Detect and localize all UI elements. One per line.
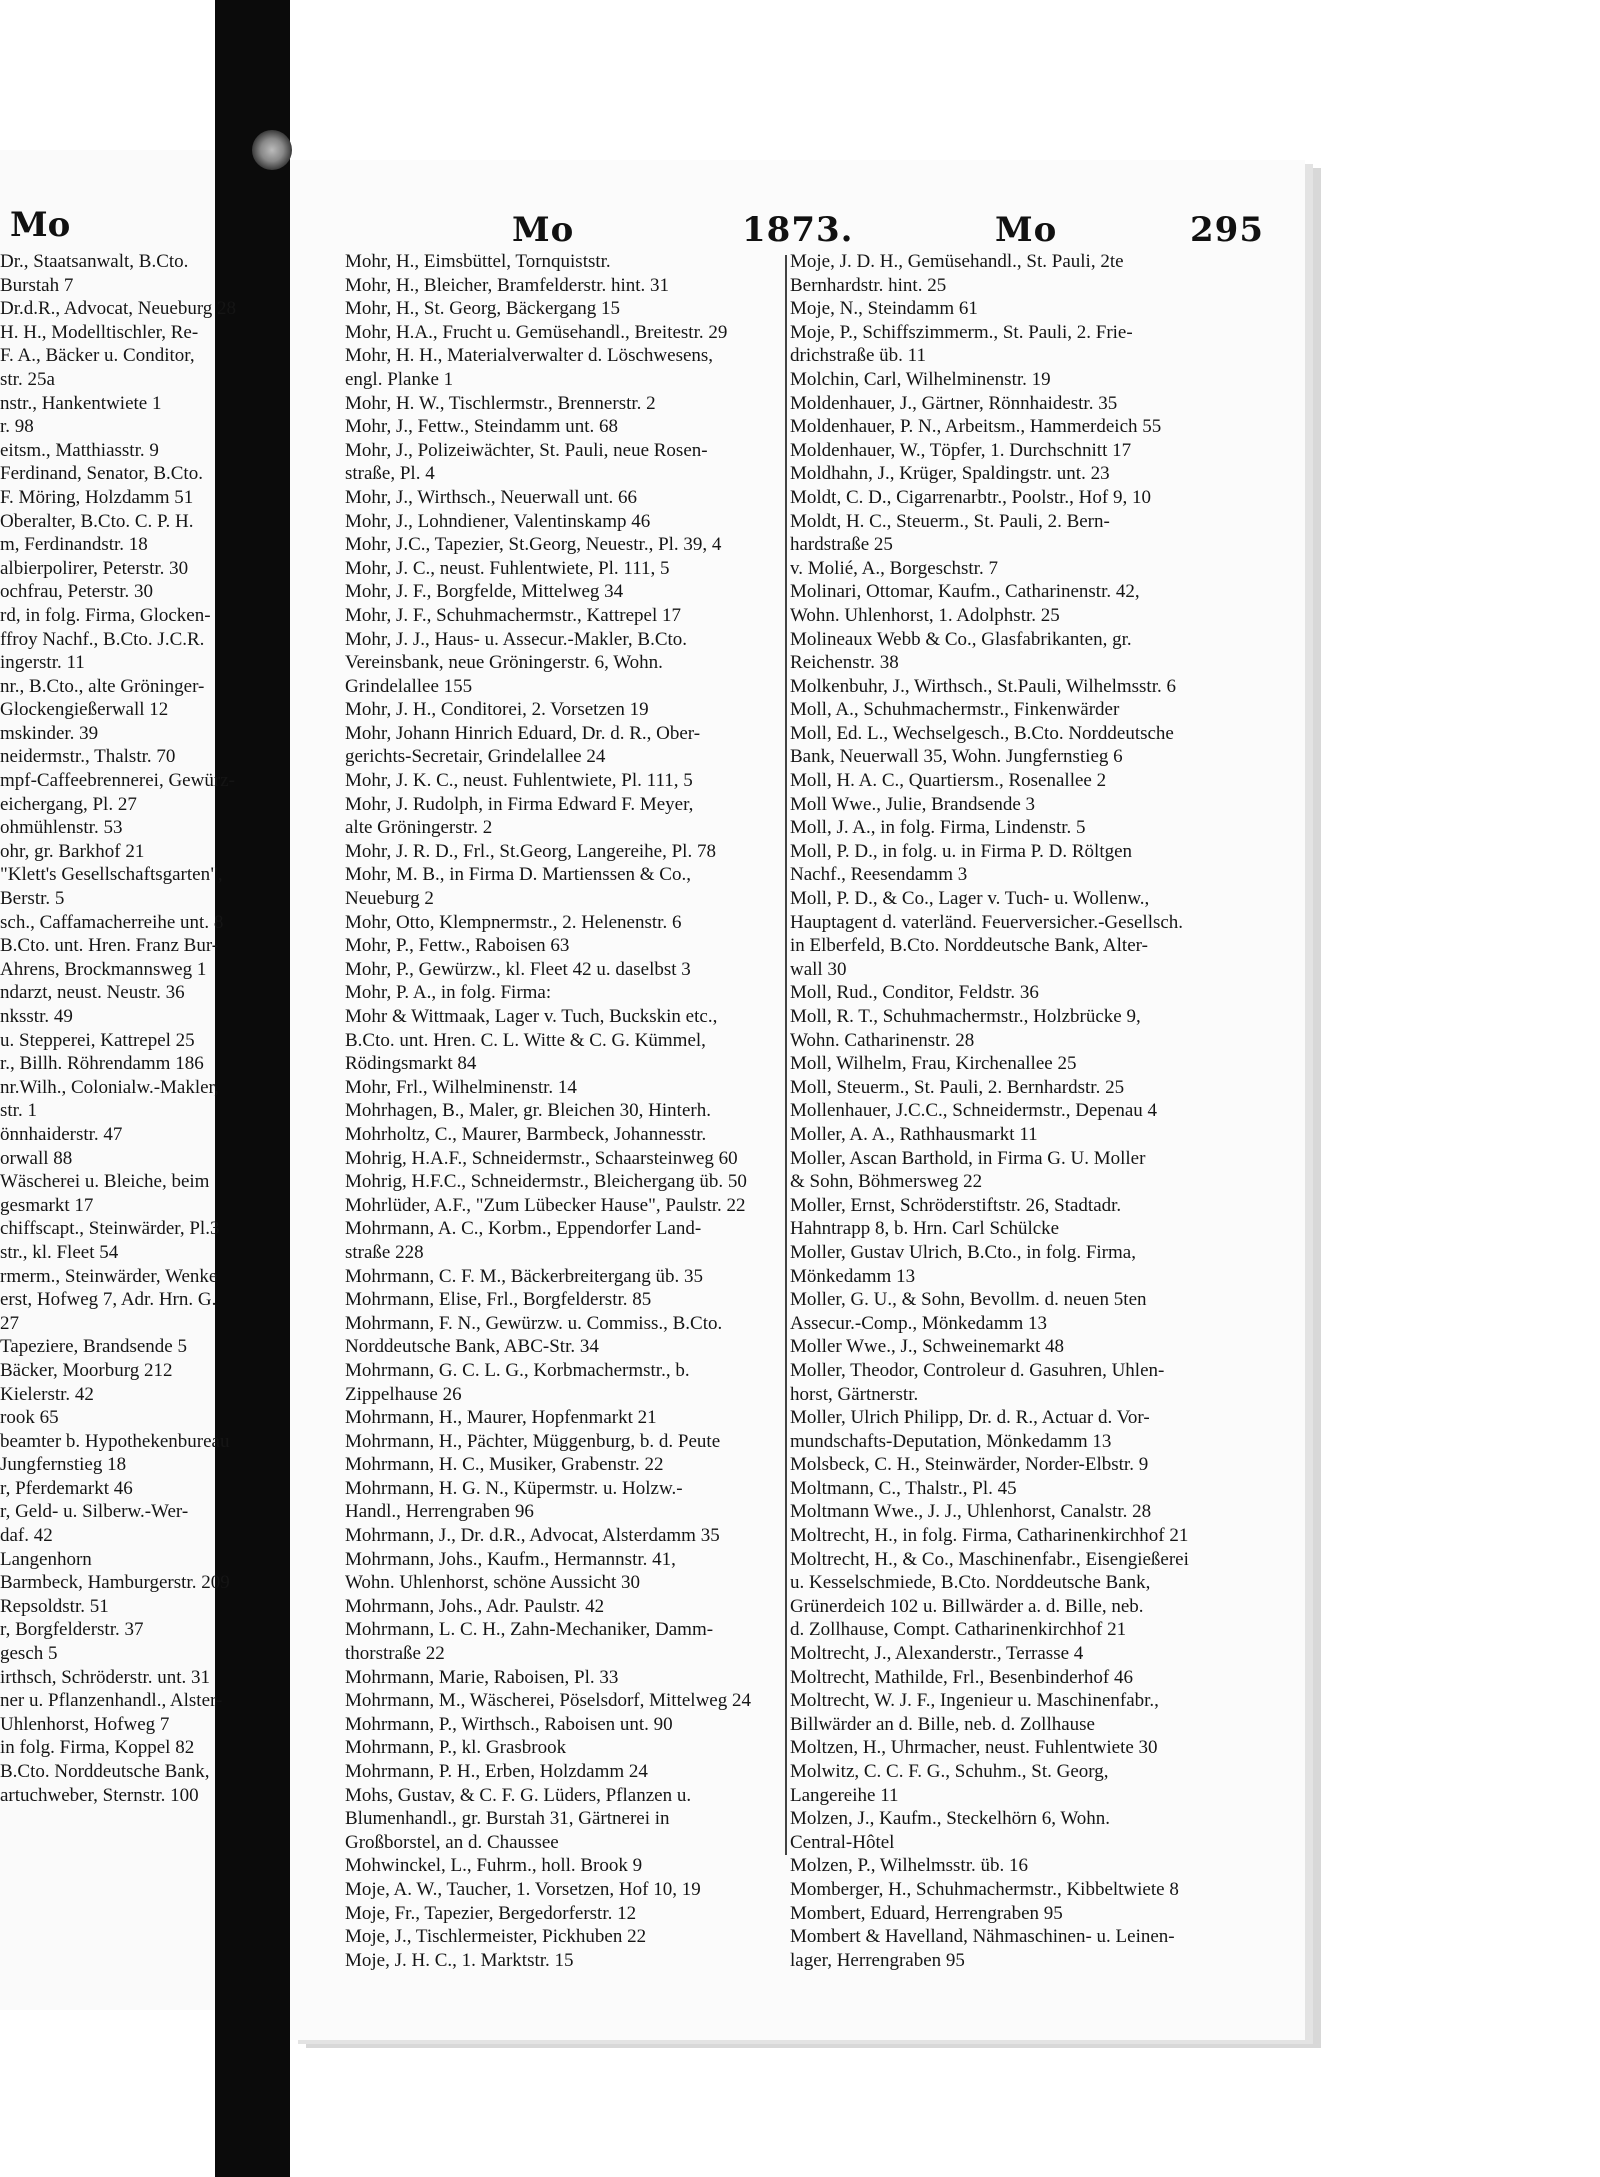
directory-entry-line: Mohr, H., Eimsbüttel, Tornquiststr.	[345, 251, 611, 272]
directory-entry-line: Mohrmann, F. N., Gewürzw. u. Commiss., B.Cto.	[345, 1312, 723, 1334]
directory-entry-line: engl. Planke 1	[345, 368, 454, 390]
directory-entry-line: Moller, G. U., & Sohn, Bevollm. d. neuen 5ten	[790, 1289, 1147, 1311]
directory-entry-line: Mohr, J. H., Conditorei, 2. Vorsetzen 19	[345, 699, 649, 721]
directory-entry-line: Hauptagent d. vaterländ. Feuerversicher.-Gesellsch.	[790, 911, 1184, 933]
header-right-word: Mo	[995, 210, 1058, 250]
directory-entry-line: daf. 42	[0, 1525, 53, 1547]
directory-entry-line: Moldenhauer, W., Töpfer, 1. Durchschnitt 17	[790, 439, 1132, 461]
directory-entry-line: Molzen, J., Kaufm., Steckelhörn 6, Wohn.	[790, 1808, 1111, 1830]
directory-entry-line: Moller, Ascan Barthold, in Firma G. U. Moller	[790, 1147, 1146, 1169]
directory-entry-line: r, Geld- u. Silberw.-Wer-	[0, 1501, 189, 1523]
directory-entry-line: v. Molié, A., Borgeschstr. 7	[790, 557, 998, 579]
directory-entry-line: Mohr, J. F., Schuhmachermstr., Kattrepel 17	[345, 604, 681, 626]
directory-entry-line: Mohr, P., Fettw., Raboisen 63	[345, 935, 570, 957]
directory-entry-line: Grindelallee 155	[345, 675, 473, 697]
directory-entry-line: H. H., Modelltischler, Re-	[0, 321, 199, 343]
directory-entry-line: albierpolirer, Peterstr. 30	[0, 557, 189, 579]
directory-entry-line: Moldenhauer, P. N., Arbeitsm., Hammerdeich 55	[790, 416, 1162, 438]
directory-column-1	[345, 250, 785, 1972]
directory-entry-line: Mohrig, H.A.F., Schneidermstr., Schaarsteinweg 60	[345, 1147, 738, 1169]
directory-entry-line: Mohr, J. R. D., Frl., St.Georg, Langereihe, Pl. 78	[345, 840, 716, 862]
directory-column-2	[790, 250, 1230, 1972]
directory-entry-line: wall 30	[790, 958, 847, 980]
directory-entry-line: Kielerstr. 42	[0, 1383, 94, 1405]
directory-entry-line: Blumenhandl., gr. Burstah 31, Gärtnerei in	[345, 1808, 670, 1830]
directory-entry-line: Mohr, J., Polizeiwächter, St. Pauli, neue Rosen-	[345, 439, 708, 461]
directory-entry-line: gesch 5	[0, 1643, 58, 1665]
directory-entry-line: Mohrmann, J., Dr. d.R., Advocat, Alsterdamm 35	[345, 1525, 720, 1547]
directory-entry-line: Repsoldstr. 51	[0, 1595, 109, 1617]
directory-entry-line: Moldhahn, J., Krüger, Spaldingstr. unt. 23	[790, 463, 1110, 485]
directory-entry-line: Mohrmann, P. H., Erben, Holzdamm 24	[345, 1761, 648, 1782]
directory-entry-line: Wohn. Catharinenstr. 28	[790, 1029, 975, 1051]
directory-entry-line: irthsch, Schröderstr. unt. 31	[0, 1666, 211, 1688]
directory-entry-line: chiffscapt., Steinwärder, Pl.3	[0, 1218, 220, 1240]
directory-entry-line: Moje, J., Tischlermeister, Pickhuben 22	[345, 1926, 647, 1948]
directory-entry-line: Mohrmann, Elise, Frl., Borgfelderstr. 85	[345, 1289, 652, 1311]
directory-entry-line: mskinder. 39	[0, 722, 99, 744]
header-year: 1873.	[742, 210, 854, 250]
directory-entry-line: B.Cto. unt. Hren. Franz Bur-	[0, 935, 219, 957]
directory-entry-line: Molchin, Carl, Wilhelminenstr. 19	[790, 368, 1051, 390]
directory-entry-line: drichstraße üb. 11	[790, 345, 926, 367]
directory-entry-line: Moller, A. A., Rathhausmarkt 11	[790, 1123, 1038, 1145]
directory-entry-line: Glockengießerwall 12	[0, 699, 169, 721]
column-rule	[785, 255, 787, 1855]
directory-entry-line: F. Möring, Holzdamm 51	[0, 486, 194, 508]
directory-entry-line: Moje, A. W., Taucher, 1. Vorsetzen, Hof 10, 19	[345, 1878, 701, 1900]
directory-entry-line: Mohr, J. F., Borgfelde, Mittelweg 34	[345, 581, 624, 603]
directory-entry-line: str. 25a	[0, 368, 55, 390]
directory-entry-line: Mohrmann, L. C. H., Zahn-Mechaniker, Damm-	[345, 1619, 714, 1641]
directory-entry-line: Ferdinand, Senator, B.Cto.	[0, 463, 203, 485]
directory-entry-line: sch., Caffamacherreihe unt. 8	[0, 911, 224, 933]
directory-entry-line: Mohr, H. W., Tischlermstr., Brennerstr. 2	[345, 392, 656, 414]
left-page-header: Mo	[10, 205, 71, 245]
directory-entry-line: Moll, Steuerm., St. Pauli, 2. Bernhardstr. 25	[790, 1076, 1125, 1098]
directory-entry-line: Bernhardstr. hint. 25	[790, 274, 947, 296]
directory-entry-line: Moll, R. T., Schuhmachermstr., Holzbrücke 9,	[790, 1006, 1141, 1027]
directory-entry-line: Mollenhauer, J.C.C., Schneidermstr., Depenau 4	[790, 1100, 1158, 1122]
directory-entry-line: beamter b. Hypothekenbureau	[0, 1430, 230, 1452]
directory-entry-line: Mohrlüder, A.F., "Zum Lübecker Hause", Paulstr. 22	[345, 1194, 746, 1216]
directory-entry-line: Moll, Rud., Conditor, Feldstr. 36	[790, 982, 1039, 1004]
directory-entry-line: Momberger, H., Schuhmachermstr., Kibbeltwiete 8	[790, 1878, 1179, 1900]
directory-entry-line: ndarzt, neust. Neustr. 36	[0, 982, 185, 1004]
directory-entry-line: Moller Wwe., J., Schweinemarkt 48	[790, 1336, 1065, 1358]
directory-entry-line: Mombert, Eduard, Herrengraben 95	[790, 1902, 1063, 1924]
directory-entry-line: Mohr, J. C., neust. Fuhlentwiete, Pl. 111, 5	[345, 557, 670, 579]
directory-entry-line: Moller, Theodor, Controleur d. Gasuhren, Uhlen-	[790, 1359, 1165, 1381]
directory-entry-line: Mohrmann, H., Pächter, Müggenburg, b. d. Peute	[345, 1430, 721, 1452]
directory-entry-line: Moll, Ed. L., Wechselgesch., B.Cto. Norddeutsche	[790, 722, 1174, 744]
directory-entry-line: Mohr, P. A., in folg. Firma:	[345, 982, 552, 1004]
directory-entry-line: rook 65	[0, 1407, 59, 1429]
directory-entry-line: Moltrecht, Mathilde, Frl., Besenbinderhof 46	[790, 1666, 1133, 1688]
directory-entry-line: Mohr, Frl., Wilhelminenstr. 14	[345, 1076, 577, 1098]
directory-entry-line: Moje, N., Steindamm 61	[790, 298, 978, 320]
directory-entry-line: Mohwinckel, L., Fuhrm., holl. Brook 9	[345, 1855, 643, 1877]
directory-entry-line: eitsm., Matthiasstr. 9	[0, 439, 159, 461]
directory-entry-line: Norddeutsche Bank, ABC-Str. 34	[345, 1336, 599, 1358]
directory-entry-line: Mohrmann, M., Wäscherei, Pöselsdorf, Mittelweg 24	[345, 1690, 751, 1712]
directory-entry-line: Mohr, J., Wirthsch., Neuerwall unt. 66	[345, 486, 638, 508]
directory-entry-line: Langereihe 11	[790, 1784, 899, 1806]
directory-entry-line: gesmarkt 17	[0, 1194, 94, 1216]
directory-entry-line: Moltrecht, H., & Co., Maschinenfabr., Eisengießerei	[790, 1548, 1189, 1570]
directory-entry-line: straße 228	[345, 1241, 424, 1263]
directory-entry-line: alte Gröningerstr. 2	[345, 817, 493, 839]
directory-entry-line: Mohr, P., Gewürzw., kl. Fleet 42 u. daselbst 3	[345, 958, 691, 980]
binding-thread	[252, 130, 292, 170]
directory-entry-line: Mohrmann, Johs., Adr. Paulstr. 42	[345, 1595, 605, 1617]
directory-entry-line: str., kl. Fleet 54	[0, 1241, 119, 1263]
directory-entry-line: lager, Herrengraben 95	[790, 1949, 965, 1971]
directory-entry-line: Moll, J. A., in folg. Firma, Lindenstr. 5	[790, 817, 1086, 839]
directory-entry-line: Mombert & Havelland, Nähmaschinen- u. Leinen-	[790, 1926, 1175, 1948]
directory-entry-line: Moltmann Wwe., J. J., Uhlenhorst, Canalstr. 28	[790, 1501, 1152, 1523]
directory-entry-line: Moll, P. D., & Co., Lager v. Tuch- u. Wollenw.,	[790, 888, 1150, 910]
directory-entry-line: B.Cto. Norddeutsche Bank,	[0, 1761, 210, 1782]
directory-entry-line: Moltrecht, J., Alexanderstr., Terrasse 4	[790, 1643, 1084, 1665]
directory-entry-line: Mohrmann, C. F. M., Bäckerbreitergang üb. 35	[345, 1265, 704, 1287]
directory-entry-line: Mohr & Wittmaak, Lager v. Tuch, Buckskin etc.,	[345, 1006, 718, 1027]
directory-entry-line: Moltrecht, H., in folg. Firma, Catharinenkirchhof 21	[790, 1525, 1189, 1547]
directory-entry-line: horst, Gärtnerstr.	[790, 1383, 919, 1405]
directory-entry-line: Mohs, Gustav, & C. F. G. Lüders, Pflanzen u.	[345, 1784, 692, 1806]
directory-entry-line: Mohr, J., Fettw., Steindamm unt. 68	[345, 416, 618, 438]
directory-entry-line: ohr, gr. Barkhof 21	[0, 840, 145, 862]
directory-entry-line: ohmühlenstr. 53	[0, 817, 123, 839]
page-number: 295	[1190, 210, 1264, 250]
directory-entry-line: Mohrmann, G. C. L. G., Korbmachermstr., b.	[345, 1359, 690, 1381]
directory-entry-line: erst, Hofweg 7, Adr. Hrn. G.	[0, 1289, 217, 1311]
directory-entry-line: mundschafts-Deputation, Mönkedamm 13	[790, 1430, 1112, 1452]
directory-entry-line: thorstraße 22	[345, 1643, 445, 1665]
directory-entry-line: Hahntrapp 8, b. Hrn. Carl Schülcke	[790, 1218, 1060, 1240]
directory-entry-line: Bäcker, Moorburg 212	[0, 1359, 173, 1381]
directory-entry-line: Bank, Neuerwall 35, Wohn. Jungfernstieg 6	[790, 746, 1123, 768]
directory-entry-line: u. Stepperei, Kattrepel 25	[0, 1029, 195, 1051]
directory-entry-line: r., Billh. Röhrendamm 186	[0, 1053, 204, 1075]
directory-entry-line: ochfrau, Peterstr. 30	[0, 581, 154, 603]
directory-entry-line: Moldt, H. C., Steuerm., St. Pauli, 2. Bern-	[790, 510, 1110, 532]
directory-entry-line: Mohrholtz, C., Maurer, Barmbeck, Johannesstr.	[345, 1123, 707, 1145]
directory-entry-line: Mohr, J.C., Tapezier, St.Georg, Neuestr., Pl. 39, 4	[345, 534, 722, 556]
directory-entry-line: in folg. Firma, Koppel 82	[0, 1737, 195, 1759]
directory-entry-line: Mohrhagen, B., Maler, gr. Bleichen 30, Hinterh.	[345, 1100, 711, 1122]
directory-entry-line: Moje, J. H. C., 1. Marktstr. 15	[345, 1949, 574, 1971]
directory-entry-line: Mohrmann, H., Maurer, Hopfenmarkt 21	[345, 1407, 657, 1429]
directory-entry-line: str. 1	[0, 1100, 37, 1122]
directory-entry-line: Mönkedamm 13	[790, 1265, 916, 1287]
directory-entry-line: nr.Wilh., Colonialw.-Makler,	[0, 1076, 219, 1098]
directory-entry-line: Moll, A., Schuhmachermstr., Finkenwärder	[790, 699, 1120, 721]
directory-entry-line: Moldt, C. D., Cigarrenarbtr., Poolstr., Hof 9, 10	[790, 486, 1151, 508]
directory-entry-line: Mohrmann, Marie, Raboisen, Pl. 33	[345, 1666, 619, 1688]
directory-entry-line: Wohn. Uhlenhorst, schöne Aussicht 30	[345, 1572, 641, 1594]
directory-entry-line: Mohrmann, Johs., Kaufm., Hermannstr. 41,	[345, 1548, 676, 1570]
directory-entry-line: in Elberfeld, B.Cto. Norddeutsche Bank, Alter-	[790, 935, 1148, 957]
directory-entry-line: Zippelhause 26	[345, 1383, 462, 1405]
directory-entry-line: gerichts-Secretair, Grindelallee 24	[345, 746, 606, 768]
directory-entry-line: Mohr, J. K. C., neust. Fuhlentwiete, Pl. 111, 5	[345, 770, 693, 792]
directory-entry-line: Molinari, Ottomar, Kaufm., Catharinenstr. 42,	[790, 581, 1140, 603]
directory-entry-line: Grünerdeich 102 u. Billwärder a. d. Bille, neb.	[790, 1595, 1144, 1617]
directory-entry-line: Mohr, H., St. Georg, Bäckergang 15	[345, 298, 621, 320]
directory-entry-line: Molzen, P., Wilhelmsstr. üb. 16	[790, 1855, 1028, 1877]
directory-entry-line: Mohr, H. H., Materialverwalter d. Löschwesens,	[345, 345, 714, 367]
directory-entry-line: rd, in folg. Firma, Glocken-	[0, 604, 211, 626]
directory-entry-line: Moje, J. D. H., Gemüsehandl., St. Pauli, 2te	[790, 251, 1124, 272]
directory-entry-line: r. 98	[0, 416, 34, 438]
directory-entry-line: Oberalter, B.Cto. C. P. H.	[0, 510, 194, 532]
directory-entry-line: Nachf., Reesendamm 3	[790, 864, 968, 886]
directory-entry-line: Molsbeck, C. H., Steinwärder, Norder-Elbstr. 9	[790, 1454, 1149, 1476]
directory-entry-line: eichergang, Pl. 27	[0, 793, 137, 815]
directory-entry-line: orwall 88	[0, 1147, 73, 1169]
directory-entry-line: B.Cto. unt. Hren. C. L. Witte & C. G. Kümmel,	[345, 1029, 706, 1051]
directory-entry-line: Mohrmann, P., Wirthsch., Raboisen unt. 90	[345, 1713, 673, 1735]
directory-entry-line: Central-Hôtel	[790, 1831, 895, 1853]
left-page-column	[0, 250, 250, 1807]
directory-entry-line: Moje, Fr., Tapezier, Bergedorferstr. 12	[345, 1902, 637, 1924]
directory-entry-line: Moll, H. A. C., Quartiersm., Rosenallee 2	[790, 770, 1107, 792]
directory-entry-line: Moldenhauer, J., Gärtner, Rönnhaidestr. 35	[790, 392, 1118, 414]
directory-entry-line: Mohr, J. Rudolph, in Firma Edward F. Meyer,	[345, 793, 694, 815]
directory-entry-line: Moller, Gustav Ulrich, B.Cto., in folg. Firma,	[790, 1241, 1136, 1263]
directory-entry-line: Billwärder an d. Bille, neb. d. Zollhause	[790, 1713, 1095, 1735]
directory-entry-line: Handl., Herrengraben 96	[345, 1501, 534, 1523]
directory-entry-line: u. Kesselschmiede, B.Cto. Norddeutsche Bank,	[790, 1572, 1151, 1594]
directory-entry-line: straße, Pl. 4	[345, 463, 435, 485]
directory-entry-line: Jungfernstieg 18	[0, 1454, 127, 1476]
directory-entry-line: r, Pferdemarkt 46	[0, 1477, 133, 1499]
directory-entry-line: Reichenstr. 38	[790, 652, 899, 674]
directory-entry-line: Mohr, M. B., in Firma D. Martienssen & Co.,	[345, 864, 691, 886]
directory-entry-line: nstr., Hankentwiete 1	[0, 392, 162, 414]
directory-entry-line: Molwitz, C. C. F. G., Schuhm., St. Georg,	[790, 1761, 1109, 1782]
directory-entry-line: Wohn. Uhlenhorst, 1. Adolphstr. 25	[790, 604, 1060, 626]
directory-entry-line: Moltrecht, W. J. F., Ingenieur u. Maschinenfabr.,	[790, 1690, 1159, 1712]
directory-entry-line: Mohrmann, A. C., Korbm., Eppendorfer Land-	[345, 1218, 702, 1240]
directory-entry-line: Assecur.-Comp., Mönkedamm 13	[790, 1312, 1048, 1334]
directory-entry-line: ingerstr. 11	[0, 652, 85, 674]
directory-entry-line: Mohr, Johann Hinrich Eduard, Dr. d. R., Ober-	[345, 722, 701, 744]
directory-entry-line: Großborstel, an d. Chaussee	[345, 1831, 559, 1853]
header-left-word: Mo	[512, 210, 575, 250]
directory-entry-line: Moltmann, C., Thalstr., Pl. 45	[790, 1477, 1017, 1499]
directory-entry-line: Rödingsmarkt 84	[345, 1053, 477, 1075]
directory-entry-line: Molkenbuhr, J., Wirthsch., St.Pauli, Wilhelmsstr. 6	[790, 675, 1176, 697]
directory-entry-line: Mohr, J. J., Haus- u. Assecur.-Makler, B.Cto.	[345, 628, 688, 650]
directory-entry-line: Molineaux Webb & Co., Glasfabrikanten, gr.	[790, 628, 1132, 650]
directory-entry-line: Neueburg 2	[345, 888, 434, 910]
directory-entry-line: ffroy Nachf., B.Cto. J.C.R.	[0, 628, 205, 650]
directory-entry-line: F. A., Bäcker u. Conditor,	[0, 345, 195, 367]
directory-entry-line: artuchweber, Sternstr. 100	[0, 1784, 199, 1806]
directory-entry-line: Mohrmann, H. C., Musiker, Grabenstr. 22	[345, 1454, 664, 1476]
directory-entry-line: neidermstr., Thalstr. 70	[0, 746, 176, 768]
directory-entry-line: Berstr. 5	[0, 888, 65, 910]
directory-entry-line: rmerm., Steinwärder, Wenke	[0, 1265, 218, 1287]
directory-entry-line: 27	[0, 1312, 19, 1334]
directory-entry-line: Ahrens, Brockmannsweg 1	[0, 958, 207, 980]
directory-entry-line: Mohrmann, P., kl. Grasbrook	[345, 1737, 567, 1759]
directory-entry-line: hardstraße 25	[790, 534, 893, 556]
directory-entry-line: önnhaiderstr. 47	[0, 1123, 123, 1145]
directory-entry-line: "Klett's Gesellschaftsgarten",	[0, 864, 223, 886]
directory-entry-line: Mohrig, H.F.C., Schneidermstr., Bleichergang üb. 50	[345, 1171, 747, 1193]
directory-entry-line: m, Ferdinandstr. 18	[0, 534, 148, 556]
directory-entry-line: Dr., Staatsanwalt, B.Cto.	[0, 251, 189, 272]
directory-entry-line: r, Borgfelderstr. 37	[0, 1619, 144, 1641]
directory-entry-line: d. Zollhause, Compt. Catharinenkirchhof 21	[790, 1619, 1127, 1641]
directory-entry-line: Barmbeck, Hamburgerstr. 209	[0, 1572, 230, 1594]
directory-entry-line: Moller, Ulrich Philipp, Dr. d. R., Actuar d. Vor-	[790, 1407, 1150, 1429]
directory-entry-line: Moll, P. D., in folg. u. in Firma P. D. Röltgen	[790, 840, 1133, 862]
directory-entry-line: Burstah 7	[0, 274, 74, 296]
directory-entry-line: Dr.d.R., Advocat, Neueburg 28	[0, 298, 237, 320]
directory-entry-line: Vereinsbank, neue Gröningerstr. 6, Wohn.	[345, 652, 663, 674]
directory-entry-line: Mohr, Otto, Klempnermstr., 2. Helenenstr. 6	[345, 911, 682, 933]
directory-entry-line: Uhlenhorst, Hofweg 7	[0, 1713, 170, 1735]
directory-entry-line: mpf-Caffeebrennerei, Gewürz-	[0, 770, 235, 792]
directory-entry-line: Tapeziere, Brandsende 5	[0, 1336, 187, 1358]
directory-entry-line: Mohr, H., Bleicher, Bramfelderstr. hint. 31	[345, 274, 670, 296]
directory-entry-line: & Sohn, Böhmersweg 22	[790, 1171, 983, 1193]
directory-entry-line: Moll, Wilhelm, Frau, Kirchenallee 25	[790, 1053, 1077, 1075]
directory-entry-line: Moll Wwe., Julie, Brandsende 3	[790, 793, 1036, 815]
directory-entry-line: Mohr, H.A., Frucht u. Gemüsehandl., Breitestr. 29	[345, 321, 728, 343]
directory-entry-line: nr., B.Cto., alte Gröninger-	[0, 675, 205, 697]
directory-entry-line: nksstr. 49	[0, 1006, 73, 1027]
directory-entry-line: Wäscherei u. Bleiche, beim	[0, 1171, 210, 1193]
directory-entry-line: Langenhorn	[0, 1548, 92, 1570]
directory-entry-line: Mohrmann, H. G. N., Küpermstr. u. Holzw.-	[345, 1477, 683, 1499]
directory-entry-line: Moller, Ernst, Schröderstiftstr. 26, Stadtadr.	[790, 1194, 1122, 1216]
directory-entry-line: Mohr, J., Lohndiener, Valentinskamp 46	[345, 510, 651, 532]
directory-entry-line: Moltzen, H., Uhrmacher, neust. Fuhlentwiete 30	[790, 1737, 1158, 1759]
directory-entry-line: Moje, P., Schiffszimmerm., St. Pauli, 2. Frie-	[790, 321, 1133, 343]
directory-entry-line: ner u. Pflanzenhandl., Alster-	[0, 1690, 223, 1712]
